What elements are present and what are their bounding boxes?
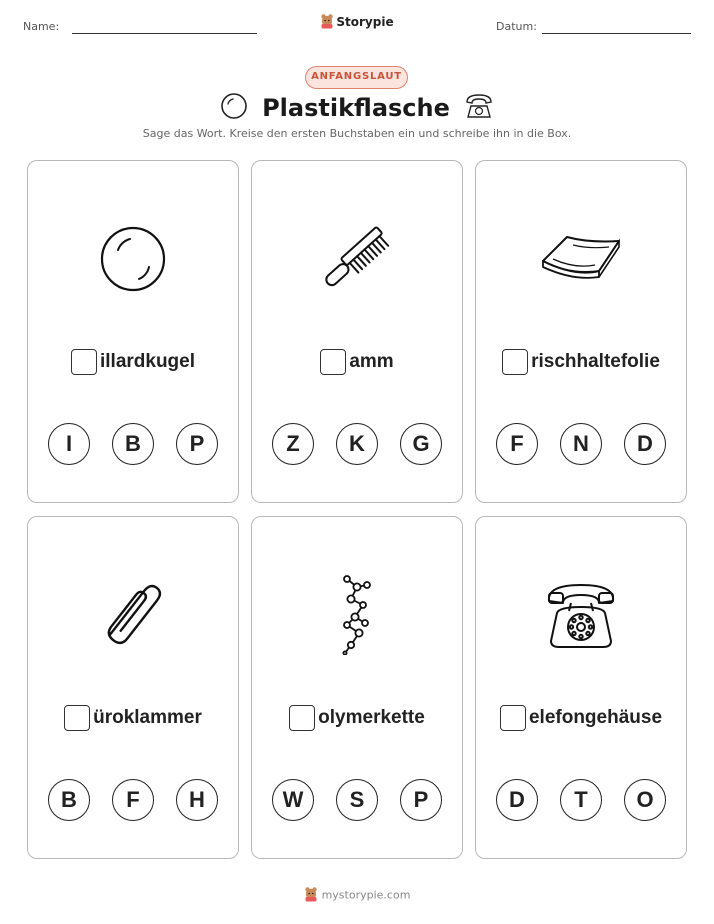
comb-icon (317, 222, 397, 301)
brand-logo (0, 13, 714, 32)
letter-choices (252, 779, 462, 821)
card-picture (252, 577, 462, 657)
footer (0, 886, 714, 905)
telephone-icon (543, 579, 619, 656)
letter-choice[interactable]: B (112, 423, 154, 465)
letter-choice[interactable]: N (560, 423, 602, 465)
card-frischhaltefolie (475, 160, 687, 503)
word-row (28, 348, 238, 376)
bubble-icon (220, 92, 248, 125)
title-row (0, 90, 714, 126)
cling-film-icon (539, 231, 623, 292)
telephone-small-icon (464, 92, 494, 125)
card-picture (28, 577, 238, 657)
date-input-line[interactable] (542, 33, 691, 34)
footer-url[interactable]: mystorypie.com (321, 888, 411, 902)
card-billardkugel (27, 160, 239, 503)
answer-box[interactable] (289, 705, 315, 731)
letter-choice[interactable]: K (336, 423, 378, 465)
name-label: Name: (23, 20, 60, 33)
storypie-mascot-icon (304, 886, 318, 905)
word-row (252, 348, 462, 376)
letter-choices (252, 423, 462, 465)
card-telefongehaeuse (475, 516, 687, 859)
word-stem: illardkugel (99, 351, 196, 372)
word-stem: rischhaltefolie (531, 351, 660, 372)
billiard-ball-icon (98, 224, 168, 299)
letter-choice[interactable]: F (112, 779, 154, 821)
word-row (252, 704, 462, 732)
letter-choices (28, 779, 238, 821)
word-stem: amm (349, 351, 394, 372)
letter-choices (476, 779, 686, 821)
card-polymerkette (251, 516, 463, 859)
letter-choice[interactable]: P (176, 423, 218, 465)
letter-choice[interactable]: W (272, 779, 314, 821)
letter-choice[interactable]: T (560, 779, 602, 821)
instructions: Sage das Wort. Kreise den ersten Buchstaben ein und schreibe ihn in die Box. (142, 127, 572, 140)
letter-choice[interactable]: O (624, 779, 666, 821)
letter-choice[interactable]: D (496, 779, 538, 821)
letter-choice[interactable]: G (400, 423, 442, 465)
brand-name: Storypie (336, 15, 394, 29)
word-stem: olymerkette (318, 707, 425, 728)
answer-box[interactable] (500, 705, 526, 731)
letter-choice[interactable]: D (624, 423, 666, 465)
word-stem: üroklammer (93, 707, 202, 728)
word-stem: elefongehäuse (528, 707, 663, 728)
category-badge: ANFANGSLAUT (305, 66, 408, 89)
card-picture (252, 221, 462, 301)
answer-box[interactable] (502, 349, 528, 375)
paperclip-icon (101, 575, 165, 660)
letter-choice[interactable]: I (48, 423, 90, 465)
answer-box[interactable] (320, 349, 346, 375)
letter-choice[interactable]: Z (272, 423, 314, 465)
letter-choice[interactable]: B (48, 779, 90, 821)
answer-box[interactable] (71, 349, 97, 375)
card-picture (28, 221, 238, 301)
letter-choices (476, 423, 686, 465)
letter-choice[interactable]: H (176, 779, 218, 821)
word-row (476, 348, 686, 376)
letter-choice[interactable]: S (336, 779, 378, 821)
card-picture (476, 577, 686, 657)
polymer-chain-icon (337, 575, 377, 660)
date-label: Datum: (496, 20, 537, 33)
word-row (476, 704, 686, 732)
letter-choice[interactable]: P (400, 779, 442, 821)
card-kamm (251, 160, 463, 503)
answer-box[interactable] (64, 705, 90, 731)
page-title: Plastikflasche (262, 94, 450, 122)
card-picture (476, 221, 686, 301)
word-row (28, 704, 238, 732)
letter-choice[interactable]: F (496, 423, 538, 465)
name-input-line[interactable] (72, 33, 257, 34)
storypie-mascot-icon (320, 13, 334, 32)
card-bueroklammer (27, 516, 239, 859)
letter-choices (28, 423, 238, 465)
